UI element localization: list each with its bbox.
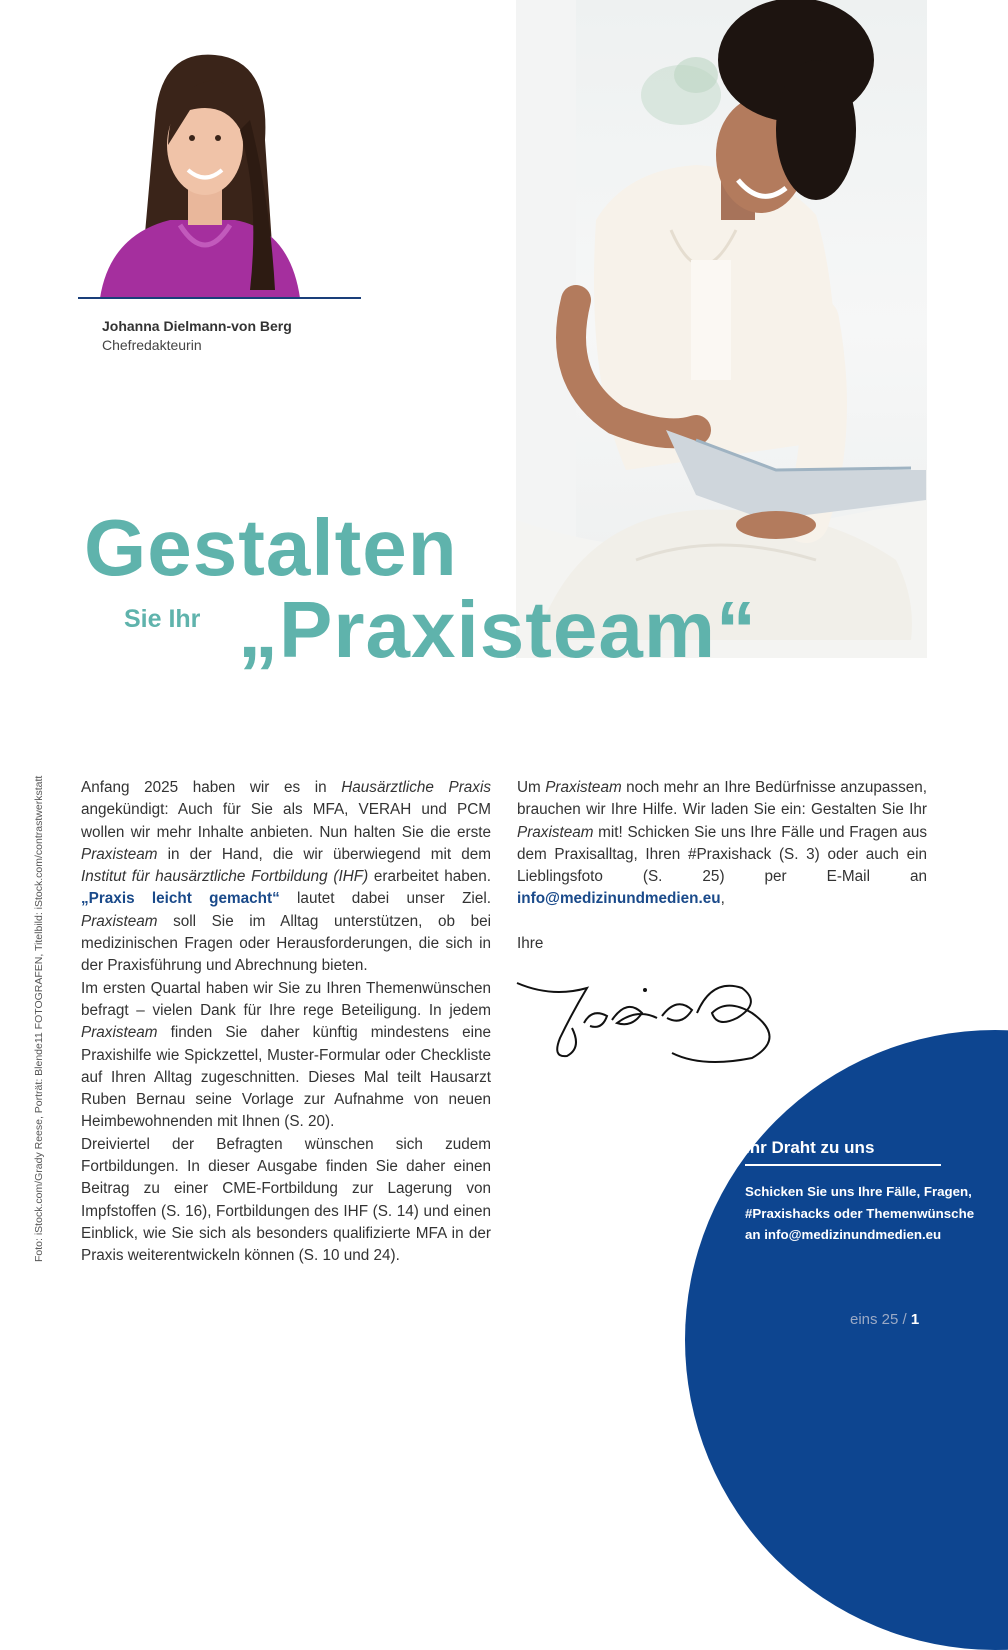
email-link[interactable]: info@medizinundmedien.eu — [517, 890, 721, 908]
contact-box-text: Schicken Sie uns Ihre Fälle, Fragen, #Praxishacks oder Themenwünsche an info@medizinundmedien.eu — [745, 1184, 975, 1242]
page-number: eins 25 / 1 — [850, 1311, 920, 1328]
body-right-column — [517, 777, 927, 955]
hero-photo — [516, 0, 927, 658]
contact-circle — [685, 1030, 1008, 1650]
portrait-divider — [78, 297, 361, 299]
paragraph-survey: Im ersten Quartal haben wir Sie zu Ihren Themenwünschen befragt – vielen Dank für Ihre rege Beteiligung. In jedem Praxisteam finden Sie daher künftig mindestens eine Praxishilfe wie Spickzettel, Muster-Formular oder Checkliste auf Ihren Alltag zugeschnitten. Dieses Mal teilt Hausarzt Ruben Bernau seine Vorlage zur Aufnahme von neuen Heimbewohnenden mit Ihnen (S. 20). — [81, 979, 491, 1131]
headline-line-2: „Praxisteam“ — [238, 585, 757, 674]
author-portrait — [100, 50, 300, 298]
author-name: Johanna Dielmann-von Berg — [102, 318, 292, 334]
author-role: Chefredakteurin — [102, 337, 202, 353]
contact-box-title: Ihr Draht zu uns — [745, 1138, 875, 1157]
body-left-column — [81, 777, 491, 1268]
greeting: Ihre — [517, 934, 544, 952]
headline-subline: Sie Ihr — [124, 605, 201, 633]
signature — [512, 968, 792, 1078]
contact-box-divider — [745, 1164, 941, 1166]
paragraph-invitation: Um Praxisteam noch mehr an Ihre Bedürfnisse anzupassen, brauchen wir Ihre Hilfe. Wir laden Sie ein: Gestalten Sie Ihr Praxisteam mit! Schicken Sie uns Ihre Fälle und Fragen aus dem Praxisalltag, Ihren #Praxishack (S. 3) oder auch ein Lieblingsfoto (S. 25) per E-Mail an info@medizinundmedien.eu, — [517, 779, 927, 908]
motto-highlight: „Praxis leicht gemacht“ — [81, 890, 280, 908]
headline-line-1: Gestalten — [84, 503, 458, 592]
paragraph-training: Dreiviertel der Befragten wünschen sich zudem Fortbildungen. In dieser Ausgabe finden Sie daher einen Beitrag zu einer CME-Fortbildung zur Lagerung von Impfstoffen (S. 16), Fortbildungen des IHF (S. 14) und einen Einblick, wie Sie sich als besonders qualifizierte MFA in der Praxis weiterentwickeln können (S. 10 und 24). — [81, 1135, 491, 1265]
paragraph-intro: Anfang 2025 haben wir es in Hausärztliche Praxis angekündigt: Auch für Sie als MFA, VERAH und PCM wollen wir mehr Inhalte anbieten. Nun halten Sie die erste Praxisteam in der Hand, die wir überwiegend mit dem Institut für hausärztliche Fortbildung (IHF) erarbeitet haben. „Praxis leicht gemacht“ lautet dabei unser Ziel. Praxisteam soll Sie im Alltag unterstützen, ob bei medizinischen Fragen oder Herausforderungen, die sich in der Praxisführung und Abrechnung bieten. — [81, 779, 492, 975]
photo-credit: Foto: iStock.com/Grady Reese, Porträt: Blende11 FOTOGRAFEN, Titelbild: iStock.com/contrastwerkstatt — [33, 775, 45, 1262]
